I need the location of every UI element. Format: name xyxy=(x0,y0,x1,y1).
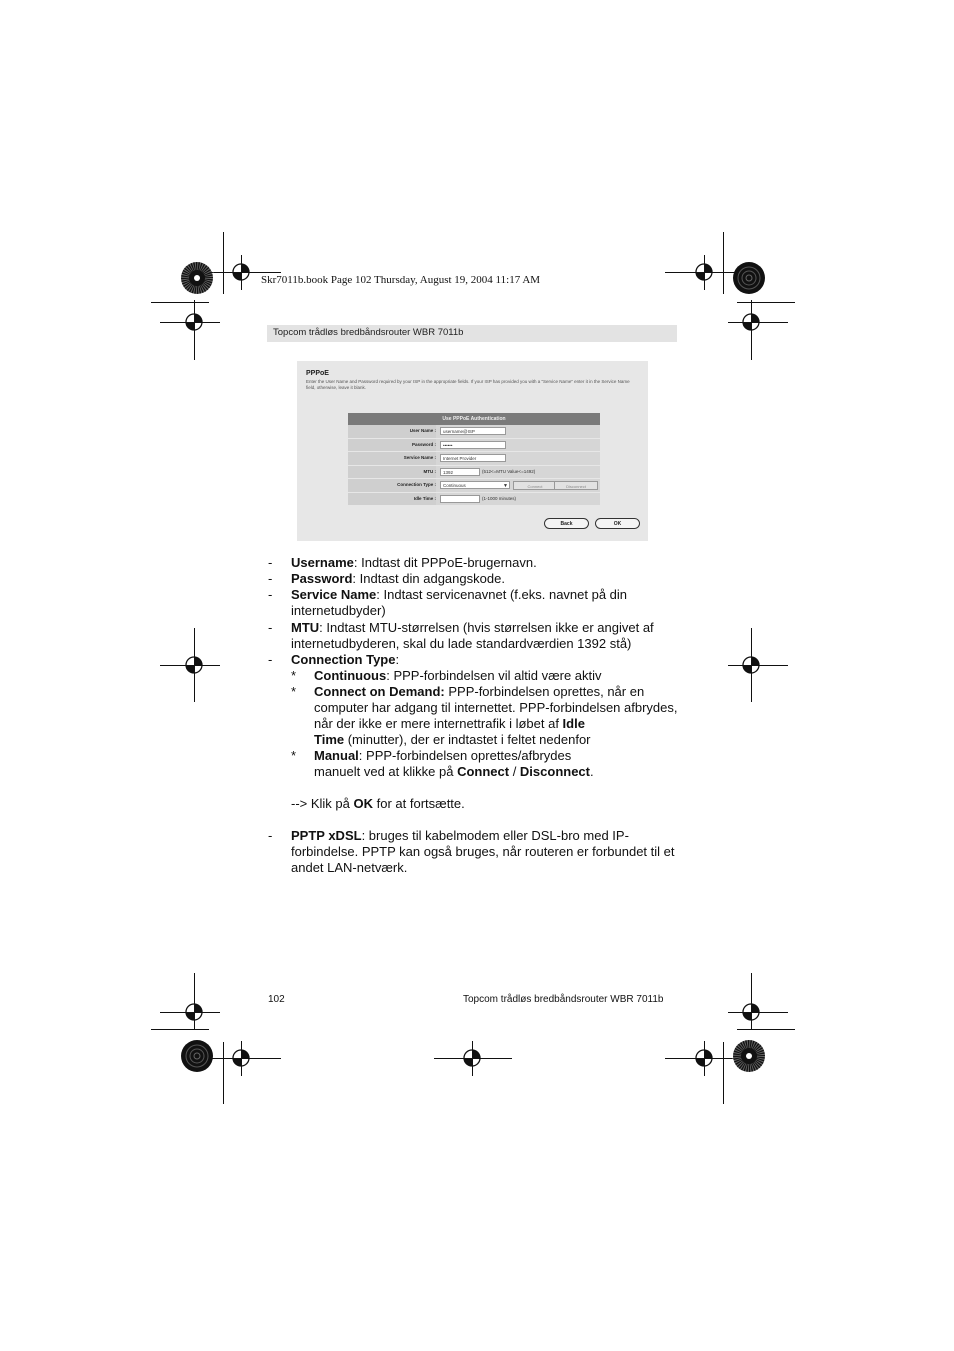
password-input[interactable]: •••••• xyxy=(440,441,506,449)
ok-button[interactable]: OK xyxy=(595,518,640,529)
list-dash: - xyxy=(268,571,273,586)
connection-type-select[interactable] xyxy=(440,481,510,489)
pppoe-auth-table xyxy=(348,413,600,506)
connect-button[interactable]: Connect xyxy=(513,481,557,490)
list-item: Username: Indtast dit PPPoE-brugernavn. xyxy=(291,555,537,570)
registration-target-icon xyxy=(693,1047,715,1069)
screenshot-description: Enter the User Name and Password required by your ISP in the appropriate fields. If your ISP has provided you with a "Service Name" enter it in the Service Name field, otherwise, leave it blank. xyxy=(306,379,630,390)
registration-target-icon xyxy=(230,1047,252,1069)
table-row xyxy=(348,439,600,453)
service-name-input[interactable]: Internet Provider xyxy=(440,454,506,462)
list-dash: - xyxy=(268,587,273,602)
table-row xyxy=(348,425,600,439)
sub-list-item-continued: når der ikke er mere internettrafik i løbet af Idle xyxy=(314,716,585,731)
screenshot-title: PPPoE xyxy=(306,370,329,377)
list-dash: - xyxy=(268,555,273,570)
list-dash: - xyxy=(268,620,273,635)
list-item-continued: internetudbyderen, skal du lade standardværdien 1392 stå) xyxy=(291,636,632,651)
starburst-mark-icon xyxy=(180,261,214,295)
registration-target-icon xyxy=(693,261,715,283)
list-item-continued: internetudbyder) xyxy=(291,603,386,618)
mtu-hint: (512<=MTU Value<=1492) xyxy=(482,468,536,474)
sub-list-item-continued: computer har adgang til internettet. PPP-forbindelsen afbrydes, xyxy=(314,700,678,715)
connection-type-label: Connection Type : xyxy=(348,479,436,492)
table-row xyxy=(348,493,600,507)
disconnect-button[interactable]: Disconnect xyxy=(554,481,598,490)
sub-list-item-continued: Time (minutter), der er indtastet i feltet nedenfor xyxy=(314,732,591,747)
pppoe-screenshot xyxy=(297,361,648,541)
page-number: 102 xyxy=(268,994,285,1005)
list-item-continued: forbindelse. PPTP kan også bruges, når routeren er forbundet til et xyxy=(291,844,675,859)
registration-target-icon xyxy=(183,1001,205,1023)
mtu-input[interactable]: 1392 xyxy=(440,468,480,476)
table-row xyxy=(348,466,600,480)
mtu-label: MTU : xyxy=(348,466,436,479)
ok-note: --> Klik på OK for at fortsætte. xyxy=(291,796,465,811)
list-item: MTU: Indtast MTU-størrelsen (hvis størrelsen ikke er angivet af xyxy=(291,620,654,635)
list-star: * xyxy=(291,748,297,763)
starburst-mark-icon xyxy=(732,261,766,295)
registration-target-icon xyxy=(740,311,762,333)
registration-target-icon xyxy=(183,311,205,333)
running-header-title: Topcom trådløs bredbåndsrouter WBR 7011b xyxy=(273,327,464,338)
user-name-label: User Name : xyxy=(348,425,436,438)
idle-time-label: Idle Time : xyxy=(348,493,436,506)
password-label: Password : xyxy=(348,439,436,452)
registration-target-icon xyxy=(740,1001,762,1023)
sub-list-item: Continuous: PPP-forbindelsen vil altid være aktiv xyxy=(314,668,602,683)
starburst-mark-icon xyxy=(732,1039,766,1073)
list-dash: - xyxy=(268,828,273,843)
running-footer-title: Topcom trådløs bredbåndsrouter WBR 7011b xyxy=(463,994,664,1005)
registration-target-icon xyxy=(183,654,205,676)
list-item: Password: Indtast din adgangskode. xyxy=(291,571,505,586)
table-row xyxy=(348,452,600,466)
back-button[interactable]: Back xyxy=(544,518,589,529)
sub-list-item: Manual: PPP-forbindelsen oprettes/afbrydes xyxy=(314,748,572,763)
user-name-input[interactable]: username@ISP xyxy=(440,427,506,435)
chevron-down-icon: ▼ xyxy=(503,483,508,489)
table-title: Use PPPoE Authentication xyxy=(348,413,600,425)
idle-time-hint: (1-1000 minutes) xyxy=(482,495,517,501)
list-item: PPTP xDSL: bruges til kabelmodem eller DSL-bro med IP- xyxy=(291,828,629,843)
table-row xyxy=(348,479,600,493)
registration-target-icon xyxy=(740,654,762,676)
sub-list-item-continued: manuelt ved at klikke på Connect / Disconnect. xyxy=(314,764,594,779)
list-dash: - xyxy=(268,652,273,667)
list-item: Service Name: Indtast servicenavnet (f.eks. navnet på din xyxy=(291,587,628,602)
connection-type-value: Continuous xyxy=(443,483,466,488)
print-slug: Skr7011b.book Page 102 Thursday, August 19, 2004 11:17 AM xyxy=(261,274,541,286)
sub-list-item: Connect on Demand: PPP-forbindelsen oprettes, når en xyxy=(314,684,645,699)
list-star: * xyxy=(291,668,297,683)
idle-time-input[interactable] xyxy=(440,495,480,503)
list-item-continued: andet LAN-netværk. xyxy=(291,860,408,875)
starburst-mark-icon xyxy=(180,1039,214,1073)
list-star: * xyxy=(291,684,297,699)
list-item: Connection Type: xyxy=(291,652,400,667)
registration-target-icon xyxy=(461,1047,483,1069)
registration-target-icon xyxy=(230,261,252,283)
service-name-label: Service Name : xyxy=(348,452,436,465)
